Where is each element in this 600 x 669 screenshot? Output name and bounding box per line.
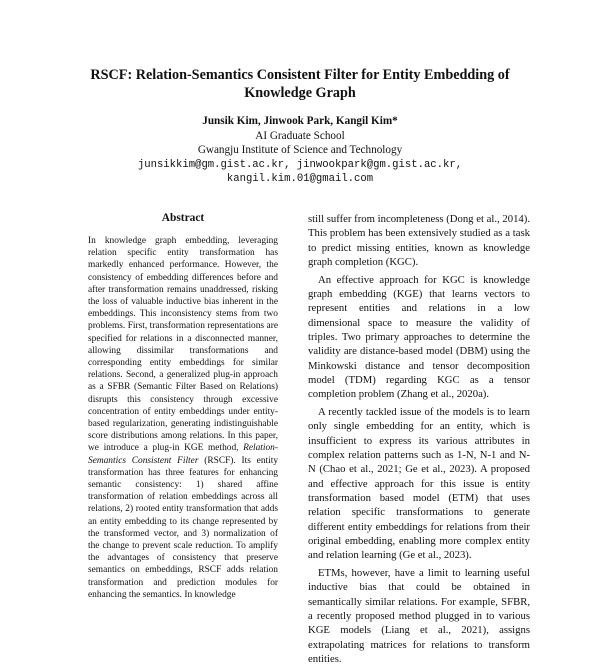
body-paragraph-2: An effective approach for KGC is knowledge graph embedding (KGE) that learns vectors to represent entities and relations in a low dimensional space to measure the validity of triples. Two primary approaches to determine the validity are distance-based model (DBM) using the Minkowski distance and tensor decomposition model (TDM) regarding KGC as a tensor completion problem (Zhang et al., 2020a). (308, 273, 530, 401)
author-block (60, 114, 540, 187)
author-emails-2: kangil.kim.01@gmail.com (226, 173, 374, 185)
affiliation-institute: Gwangju Institute of Science and Technology (197, 144, 403, 156)
abstract-heading: Abstract (161, 212, 205, 224)
author-emails-1: junsikkim@gm.gist.ac.kr, jinwookpark@gm.gist.ac.kr, (137, 158, 463, 171)
body-paragraph-1: still suffer from incompleteness (Dong et al., 2014). This problem has been extensively studied as a task to predict missing entities, known as knowledge graph completion (KGC). (308, 213, 530, 269)
author-names: Junsik Kim, Jinwook Park, Kangil Kim* (202, 115, 398, 127)
paper-title: RSCF: Relation-Semantics Consistent Filter for Entity Embedding of Knowledge Graph (90, 67, 510, 101)
abstract-method-name: Relation-Semantics Consistent Filter (88, 443, 278, 466)
abstract-text-part-1: In knowledge graph embedding, leveraging relation specific entity transformation has markedly enhanced performance. However, the consistency of embedding differences before and after transformation remains unaddressed, risking the loss of valuable inductive bias inherent in the embeddings. This inconsistency stems from two problems. First, transformation representations are specified for relations in a disconnected manner, allowing dissimilar transformations and corresponding entity embeddings for similar relations. Second, a generalized plug-in approach as a SFBR (Semantic Filter Based on Relations) disrupts this consistency through excessive concentration of entity embeddings under entity-based regularization, generating indistinguishable score distributions among relations. In this paper, we introduce a plug-in KGE method, (88, 236, 278, 454)
abstract-body (88, 235, 278, 601)
affiliation-school: AI Graduate School (255, 129, 345, 142)
body-paragraph-4: ETMs, however, have a limit to learning useful inductive bias that could be obtained in semantically similar relations. For example, SFBR, a recently proposed method plugged in to various KGE models (Liang et al., 2021), assigns extrapolating matrices for relations to transform entities. (308, 566, 530, 665)
introduction-column (308, 212, 530, 669)
body-paragraph-3: A recently tackled issue of the models is to learn only single embedding for an entity, which is insufficient to express its various attributes in complex relation patterns such as 1-N, N-1 and N-N (Chao et al., 2021; Ge et al., 2023). A proposed and effective approach for this issue is entity transformation based model (ETM) that uses relation specific transformations to generate different entity embeddings for relations from their original embedding, enabling more complex entity and relation learning (Ge et al., 2023). (308, 405, 530, 562)
abstract-text-part-2: (RSCF). Its entity transformation has three features for enhancing semantic consistency: 1) shared affine transformation of relation embeddings across all relations, 2) rooted entity transformation that adds an entity embedding to its change represented by the transformed vector, and 3) normalization of the change to prevent scale reduction. To amplify the advantages of consistency that preserve semantics on embeddings, RSCF adds relation transformation and prediction modules for enhancing the semantics. In knowledge (88, 455, 279, 600)
